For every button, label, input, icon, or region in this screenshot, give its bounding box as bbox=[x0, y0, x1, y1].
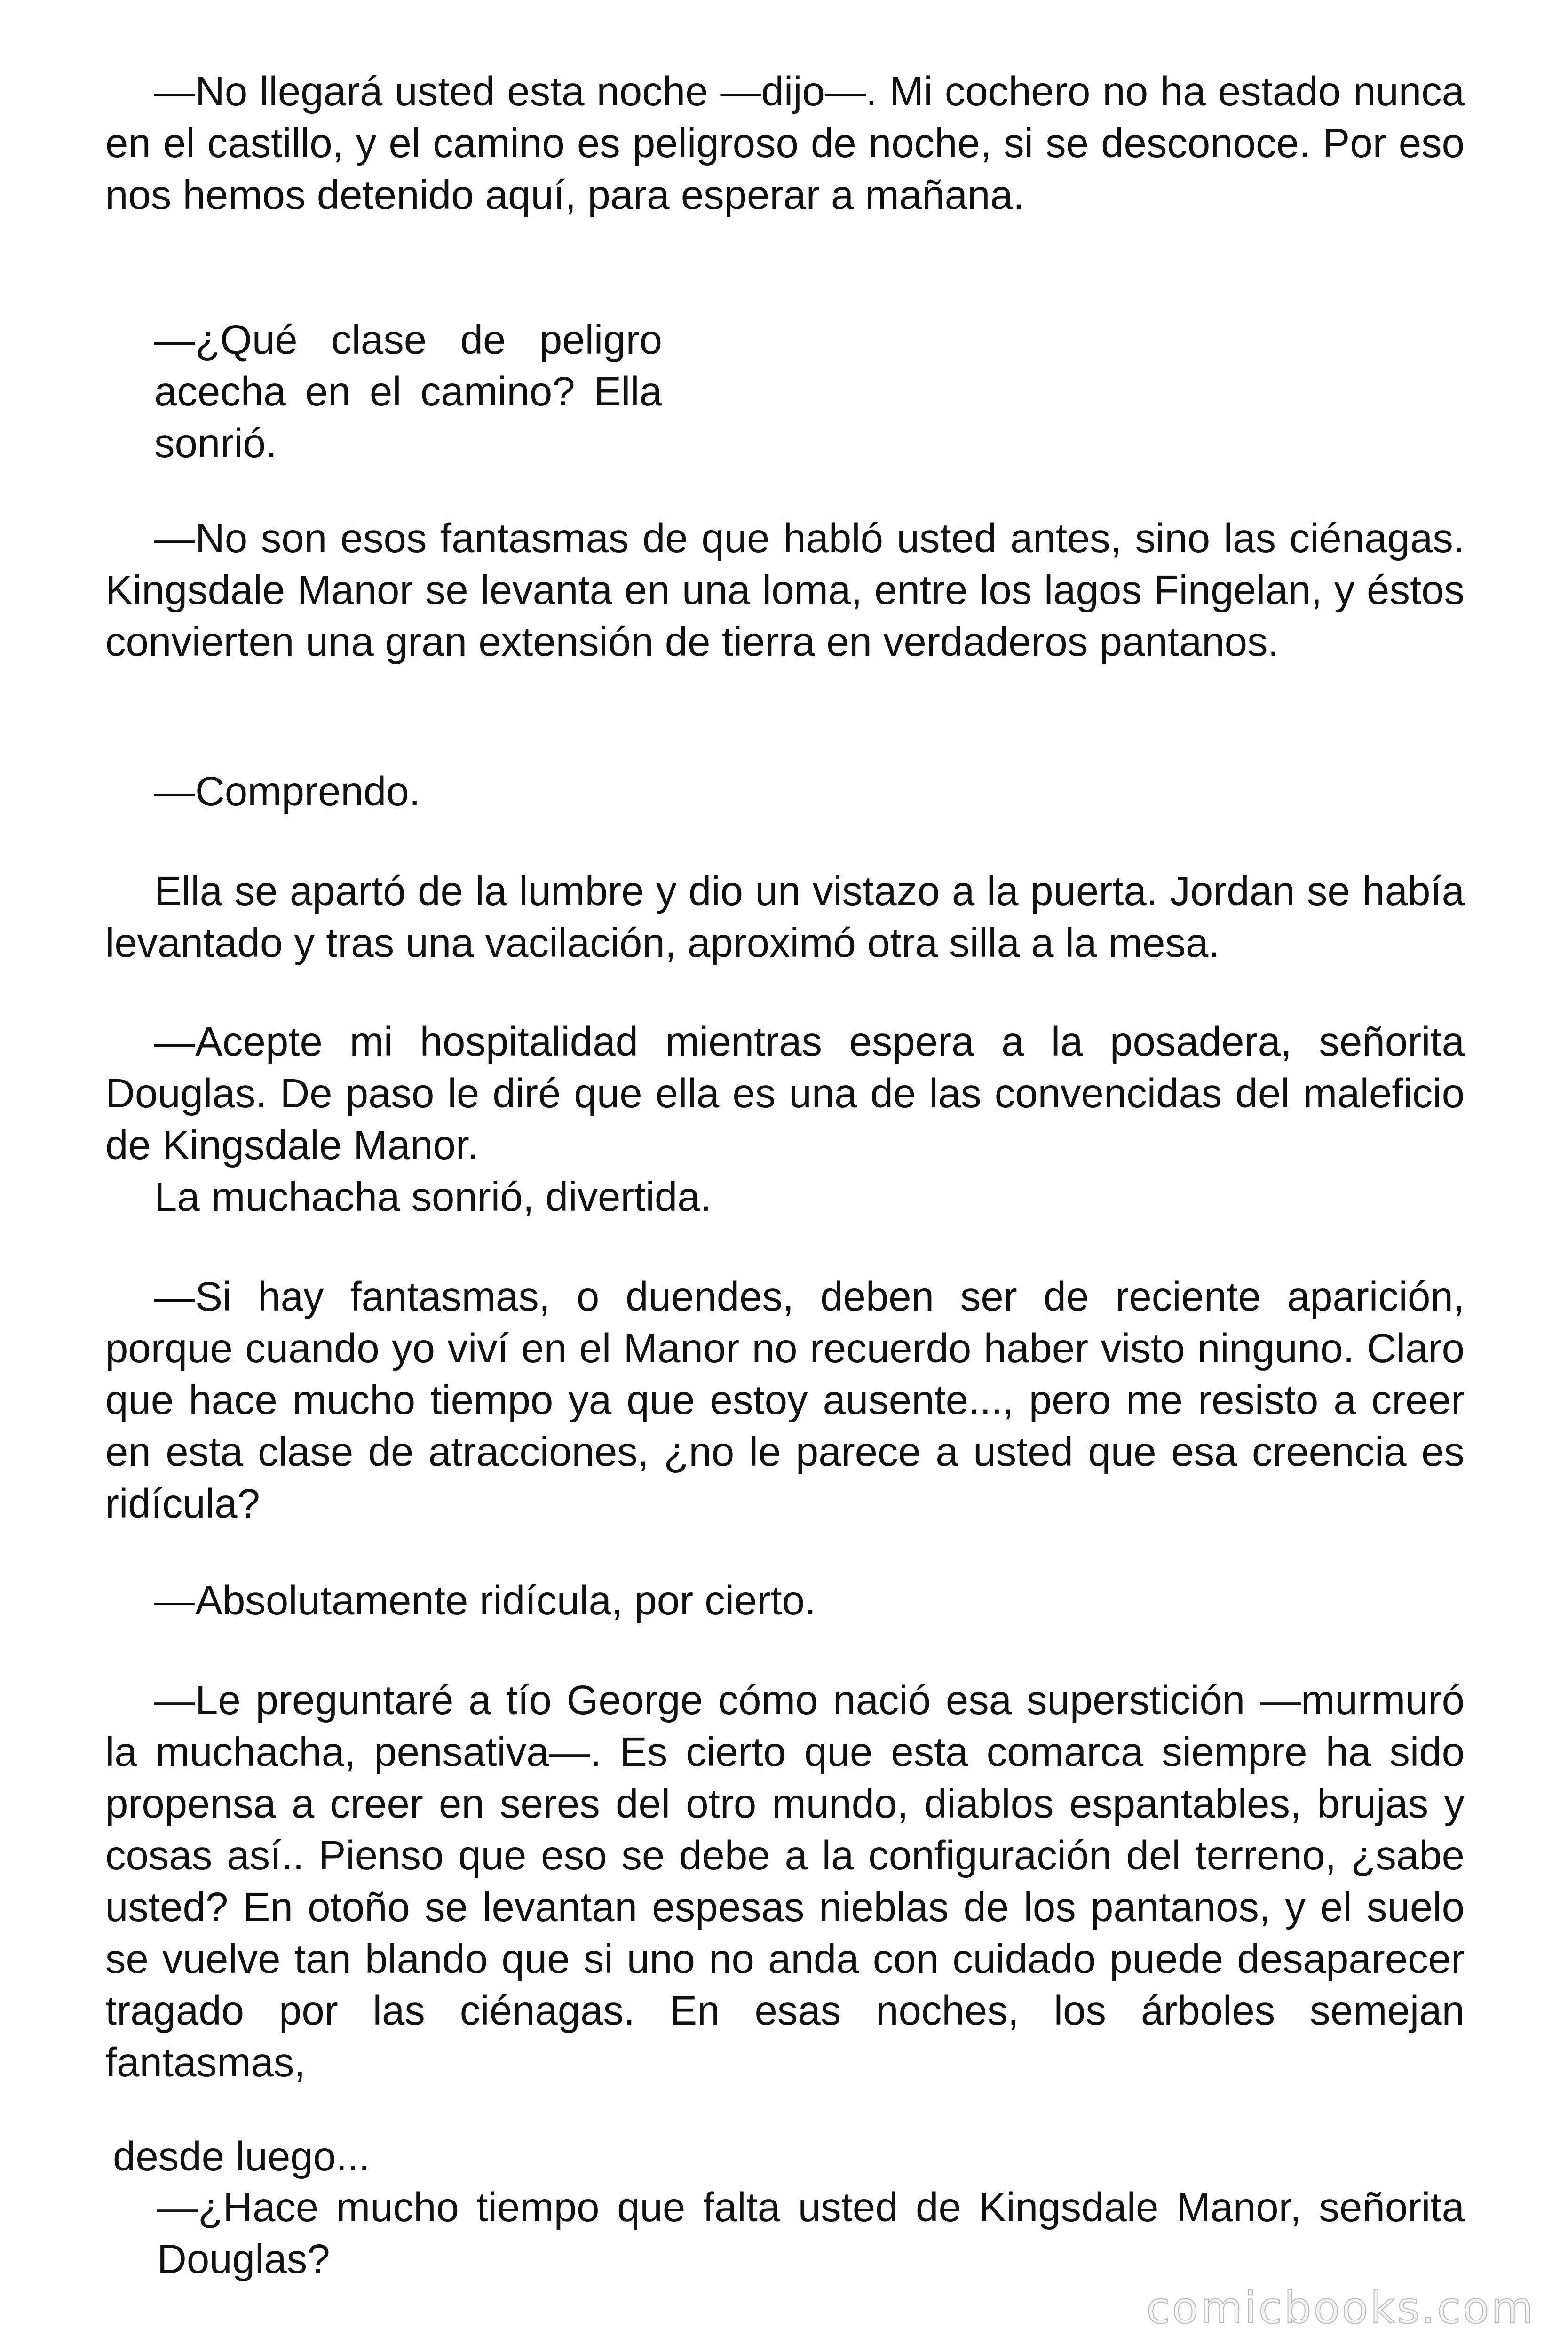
paragraph: Ella se apartó de la lumbre y dio un vistazo a la puerta. Jordan se había levantado y tras una vacilación, aproximó otra silla a la mesa. bbox=[105, 868, 1465, 966]
paragraph: —Si hay fantasmas, o duendes, deben ser de reciente aparición, porque cuando yo viví en el Manor no recuerdo haber visto ninguno. Claro que hace mucho tiempo ya que estoy ausente..., pero me resisto a creer en esta clase de atracciones, ¿no le parece a usted que esa creencia es ridícula? bbox=[105, 1274, 1465, 1526]
paragraph: —¿Hace mucho tiempo que falta usted de Kingsdale Manor, señorita Douglas? bbox=[157, 2185, 1465, 2282]
paragraph: —No llegará usted esta noche —dijo—. Mi cochero no ha estado nunca en el castillo, y el camino es peligroso de noche, si se desconoce. Por eso nos hemos detenido aquí, para esperar a mañana. bbox=[105, 69, 1465, 218]
paragraph: —Acepte mi hospitalidad mientras espera a la posadera, señorita Douglas. De paso le diré que ella es una de las convencidas del maleficio de Kingsdale Manor. bbox=[105, 1019, 1465, 1168]
watermark: comicbooks.com bbox=[1146, 2283, 1535, 2333]
paragraph: La muchacha sonrió, divertida. bbox=[154, 1174, 712, 1220]
paragraph: —Le preguntaré a tío George cómo nació esa superstición —murmuró la muchacha, pensativa—. Es cierto que esta comarca siempre ha sido propensa a creer en seres del otro mundo, diablos espantables, brujas y cosas así.. Pienso que eso se debe a la configuración del terreno, ¿sabe usted? En otoño se levantan espesas nieblas de los pantanos, y el suelo se vuelve tan blando que si uno no anda con cuidado puede desaparecer tragado por las ciénagas. En esas noches, los árboles semejan fantasmas, bbox=[105, 1677, 1465, 2085]
paragraph: —Absolutamente ridícula, por cierto. bbox=[154, 1578, 816, 1623]
paragraph: desde luego... bbox=[113, 2134, 370, 2179]
paragraph: —¿Qué clase de peligro acecha en el camino? Ella sonrió. bbox=[154, 317, 662, 466]
paragraph: —No son esos fantasmas de que habló usted antes, sino las ciénagas. Kingsdale Manor se levanta en una loma, entre los lagos Fingelan, y éstos convierten una gran extensión de tierra en verdaderos pantanos. bbox=[105, 516, 1465, 665]
paragraph: —Comprendo. bbox=[154, 769, 420, 814]
